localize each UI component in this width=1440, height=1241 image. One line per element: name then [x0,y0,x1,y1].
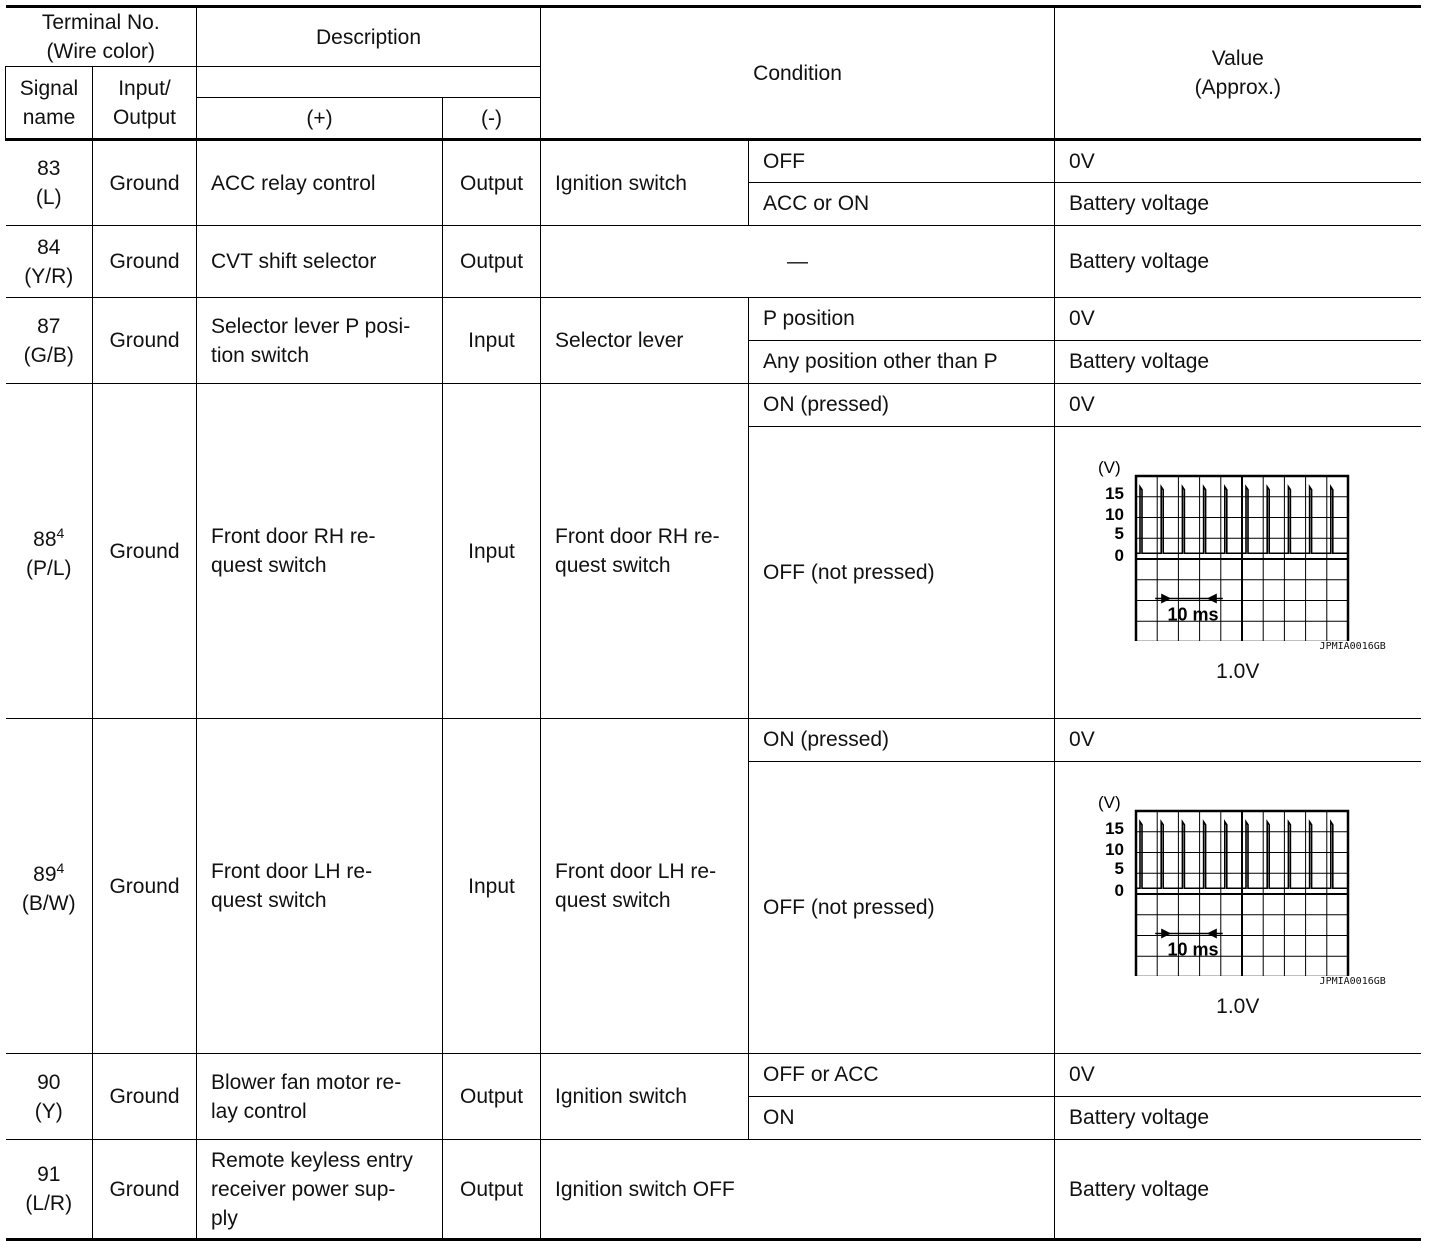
signal-cell: Remote keyless entry receiver power sup- ply [197,1140,443,1240]
io-cell: Input [443,384,541,719]
io-cell: Output [443,1140,541,1240]
sub-condition-cell: Any position other than P [749,341,1055,384]
arrow-right-icon [1161,928,1171,938]
value-cell: 0V [1055,384,1421,427]
axis-unit-label: (V) [1097,458,1121,477]
y-tick-label: 5 [1114,858,1124,878]
terminal-cell: $88^4$ (P/L) [6,384,93,719]
y-tick-label: 10 [1104,504,1124,524]
input-output-header: Input/ Output [93,67,197,140]
value-cell: 0V [1055,298,1421,341]
io-cell: Output [443,140,541,226]
sub-condition-cell: ACC or ON [749,183,1055,226]
table-row [6,719,1421,762]
condition-cell: Front door RH re- quest switch [541,384,749,719]
terminal-cell: 83 (L) [6,140,93,226]
terminal-cell: 84 (Y/R) [6,226,93,298]
condition-cell: Ignition switch OFF [541,1140,1055,1240]
condition-cell: — [541,226,1055,298]
value-cell [1055,427,1421,719]
waveform-value: 1.0V [1216,994,1260,1018]
terminal-cell: 90 (Y) [6,1054,93,1140]
value-cell: Battery voltage [1055,1140,1421,1240]
arrow-left-icon [1207,593,1217,603]
table-row [6,384,1421,427]
y-tick-label: 0 [1114,880,1124,900]
sub-condition-cell: P position [749,298,1055,341]
ground-cell: Ground [93,140,197,226]
arrow-right-icon [1161,593,1171,603]
condition-cell: Ignition switch [541,1054,749,1140]
condition-cell: Ignition switch [541,140,749,226]
arrow-left-icon [1207,928,1217,938]
value-header: Value (Approx.) [1055,7,1421,140]
table-row [6,140,1421,183]
value-cell: 0V [1055,719,1421,762]
value-cell: Battery voltage [1055,341,1421,384]
sub-condition-cell: OFF or ACC [749,1054,1055,1097]
axis-unit-label: (V) [1097,793,1121,812]
table-row [6,298,1421,341]
value-cell: 0V [1055,140,1421,183]
table-row [6,1054,1421,1097]
ground-cell: Ground [93,298,197,384]
value-cell [1055,762,1421,1054]
sub-condition-cell: ON (pressed) [749,384,1055,427]
description-header: Description [197,7,541,67]
sub-condition-cell: ON [749,1097,1055,1140]
ground-cell: Ground [93,719,197,1054]
io-cell: Output [443,1054,541,1140]
waveform-value: 1.0V [1216,659,1260,683]
table-row [6,226,1421,298]
ground-cell: Ground [93,1140,197,1240]
condition-cell: Selector lever [541,298,749,384]
y-tick-label: 15 [1104,818,1124,838]
minus-header: (-) [443,98,541,140]
terminal-cell: $89^4$ (B/W) [6,719,93,1054]
y-tick-label: 5 [1114,523,1124,543]
signal-cell: Front door RH re- quest switch [197,384,443,719]
waveform-figure [1088,459,1388,653]
io-cell: Input [443,719,541,1054]
io-cell: Output [443,226,541,298]
signal-cell: Blower fan motor re- lay control [197,1054,443,1140]
y-tick-label: 0 [1114,545,1124,565]
waveform-graph [1088,459,1388,641]
table-row [6,1140,1421,1240]
ground-cell: Ground [93,226,197,298]
plus-header: (+) [197,98,443,140]
sub-condition-cell: OFF (not pressed) [749,427,1055,719]
sub-condition-cell: OFF (not pressed) [749,762,1055,1054]
ground-cell: Ground [93,1054,197,1140]
terminal-cell: 87 (G/B) [6,298,93,384]
signal-cell: CVT shift selector [197,226,443,298]
terminal-no-header: Terminal No. (Wire color) [6,7,197,67]
condition-header: Condition [541,7,1055,140]
sub-condition-cell: OFF [749,140,1055,183]
time-scale-label: 10 ms [1167,604,1219,624]
signal-cell: ACC relay control [197,140,443,226]
y-tick-label: 15 [1104,483,1124,503]
waveform-figure [1088,794,1388,988]
value-cell: 0V [1055,1054,1421,1097]
figure-code: JPMIA0016GB [1319,975,1386,987]
terminal-inspection-table [5,5,1421,1241]
ground-cell: Ground [93,384,197,719]
signal-name-header: Signal name [6,67,93,140]
signal-cell: Selector lever P posi- tion switch [197,298,443,384]
io-cell: Input [443,298,541,384]
value-cell: Battery voltage [1055,226,1421,298]
terminal-cell: 91 (L/R) [6,1140,93,1240]
value-cell: Battery voltage [1055,183,1421,226]
time-scale-label: 10 ms [1167,939,1219,959]
sub-condition-cell: ON (pressed) [749,719,1055,762]
signal-cell: Front door LH re- quest switch [197,719,443,1054]
y-tick-label: 10 [1104,839,1124,859]
waveform-graph [1088,794,1388,976]
condition-cell: Front door LH re- quest switch [541,719,749,1054]
figure-code: JPMIA0016GB [1319,640,1386,652]
value-cell: Battery voltage [1055,1097,1421,1140]
